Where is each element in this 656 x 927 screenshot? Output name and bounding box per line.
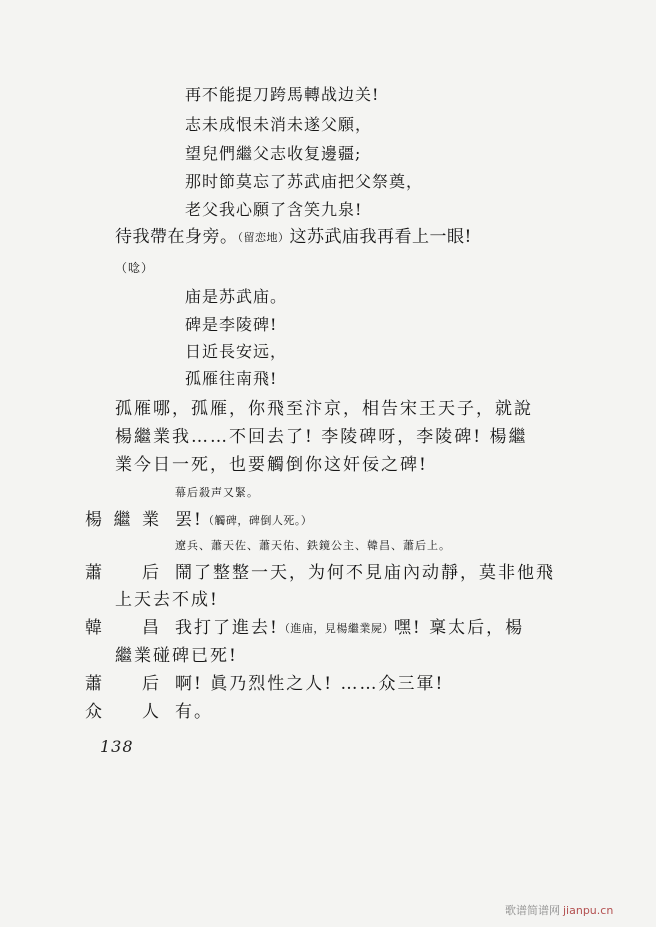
dialogue-crowd — [0, 701, 656, 723]
speech-text: 待我帶在身旁。 — [115, 227, 238, 247]
speech-words: 我打了進去! — [175, 618, 279, 638]
verse2-line-3: 日近長安远， — [185, 342, 288, 361]
speech-text: 鬧了整整一天，为何不見庙內动靜，莫非他飛 — [175, 563, 555, 583]
speech-text: 啊! 眞乃烈性之人! ……众三軍! — [175, 674, 445, 694]
stage-direction: （觸碑，碑倒人死。） — [202, 514, 313, 527]
speaker-name: 众人 — [85, 702, 159, 722]
verse2-line-4: 孤雁往南飛! — [185, 369, 278, 388]
stage-direction: （留恋地） — [237, 231, 290, 244]
page-number: 138 — [100, 737, 134, 756]
verse-line-5: 老父我心願了含笑九泉! — [185, 200, 363, 219]
recite-marker: （唸） — [115, 261, 155, 275]
watermark-cn: 歌谱简谱网 — [505, 904, 560, 917]
dialogue-han — [0, 617, 656, 639]
speech-words: 嘿! 稟太后，楊 — [393, 618, 525, 638]
watermark — [505, 902, 613, 918]
dialogue-xiao-1-continued: 上天去不成! — [115, 590, 219, 610]
speech-text: 有。 — [175, 702, 213, 722]
verse-line-3: 望兒們繼父志收复邊疆; — [185, 144, 362, 163]
verse-line-1: 再不能提刀跨馬轉战边关! — [185, 85, 380, 104]
speaker-name: 蕭后 — [85, 563, 159, 583]
stage-direction-1: 幕后殺声又緊。 — [175, 486, 259, 499]
speech-text — [175, 617, 524, 640]
speech-line-farewell — [115, 226, 472, 249]
speech-text — [175, 509, 312, 532]
dialogue-yang — [0, 509, 656, 531]
verse2-line-2: 碑是李陵碑! — [185, 315, 278, 334]
prose-line-1: 孤雁哪，孤雁，你飛至汴京，相告宋王天子，就說 — [115, 399, 533, 419]
stage-direction-2: 遼兵、蕭天佐、蕭天佑、鉄鏡公主、韓昌、蕭后上。 — [175, 539, 451, 552]
stage-direction: （進庙，見楊繼業屍） — [278, 622, 394, 635]
dialogue-han-continued: 繼業碰碑已死! — [115, 646, 238, 666]
speech-words: 罢! — [175, 510, 203, 530]
dialogue-xiao-1 — [0, 562, 656, 584]
speaker-name: 蕭后 — [85, 674, 159, 694]
speaker-name: 楊繼業 — [85, 510, 159, 530]
prose-line-3: 業今日一死，也要觸倒你这奸佞之碑! — [115, 455, 428, 475]
verse2-line-1: 庙是苏武庙。 — [185, 287, 288, 306]
watermark-en: jianpu.cn — [563, 904, 614, 917]
speaker-name: 韓昌 — [85, 618, 159, 638]
verse-line-2: 志未成恨未消未遂父願， — [185, 115, 373, 134]
prose-line-2: 楊繼業我……不回去了! 李陵碑呀，李陵碑! 楊繼 — [115, 427, 528, 447]
verse-line-4: 那时節莫忘了苏武庙把父祭奠， — [185, 172, 424, 191]
dialogue-xiao-2 — [0, 673, 656, 695]
speech-text: 这苏武庙我再看上一眼! — [289, 227, 472, 247]
